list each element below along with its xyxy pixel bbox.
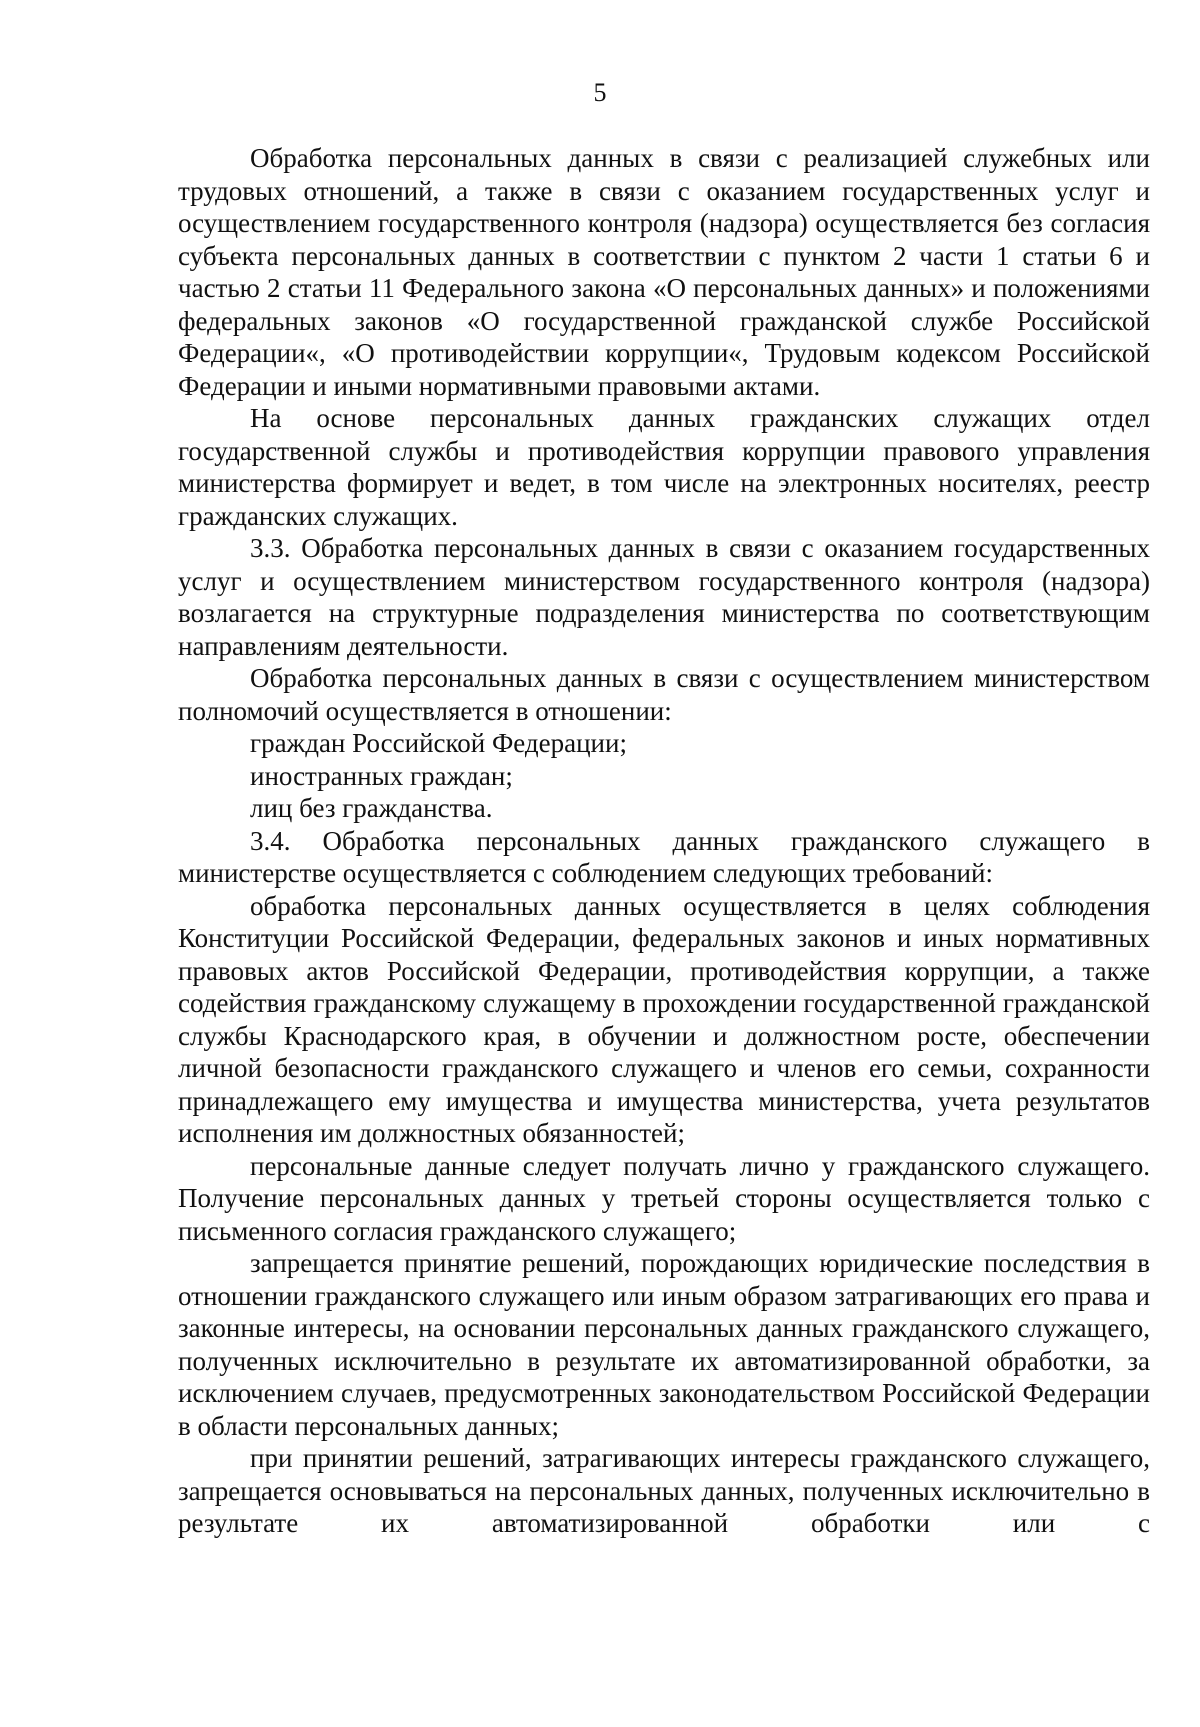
paragraph-3-4: 3.4. Обработка персональных данных гражданского служащего в министерстве осуществляется с соблюдением следующих требований: [178, 825, 1150, 888]
list-item-citizens-rf: граждан Российской Федерации; [250, 728, 627, 758]
paragraph-personal-data-processing-basis: Обработка персональных данных в связи с реализацией служебных или трудовых отношений, а также в связи с оказанием государственных услуг и осуществлением государственного контроля (надзора) осуществляется без согласия субъекта персональных данных в соответствии с пунктом 2 части 1 статьи 6 и частью 2 статьи 11 Федерального закона «О персональных данных» и положениями федеральных законов «О государственной гражданской службе Российской Федерации«, «О противодействии коррупции«, Трудовым кодексом Российской Федерации и иными нормативными правовыми актами. [178, 143, 1150, 401]
requirement-obtain-personally: персональные данные следует получать лично у гражданского служащего. Получение персональных данных у третьей стороны осуществляется только с письменного согласия гражданского служащего; [178, 1150, 1150, 1246]
document-body [178, 142, 1150, 1540]
paragraph-powers-processing: Обработка персональных данных в связи с осуществлением министерством полномочий осуществляется в отношении: [178, 663, 1150, 726]
requirement-decisions-interests: при принятии решений, затрагивающих интересы гражданского служащего, запрещается основываться на персональных данных, полученных исключительно в результате их автоматизированной обработки или с [178, 1443, 1150, 1538]
requirement-purposes: обработка персональных данных осуществляется в целях соблюдения Конституции Российской Федерации, федеральных законов и иных нормативных правовых актов Российской Федерации, противодействия коррупции, а также содействия гражданскому служащему в прохождении государственной гражданской службы Краснодарского края, в обучении и должностном росте, обеспечении личной безопасности гражданского служащего и членов его семьи, сохранности принадлежащего ему имущества и имущества министерства, учета результатов исполнения им должностных обязанностей; [178, 890, 1150, 1148]
paragraph-civil-servants-registry: На основе персональных данных гражданских служащих отдел государственной службы и противодействия коррупции правового управления министерства формирует и ведет, в том числе на электронных носителях, реестр гражданских служащих. [178, 403, 1150, 531]
paragraph-3-3: 3.3. Обработка персональных данных в связи с оказанием государственных услуг и осуществлением министерством государственного контроля (надзора) возлагается на структурные подразделения министерства по соответствующим направлениям деятельности. [178, 533, 1150, 661]
requirement-automated-decisions-prohibited: запрещается принятие решений, порождающих юридические последствия в отношении гражданского служащего или иным образом затрагивающих его права и законные интересы, на основании персональных данных гражданского служащего, полученных исключительно в результате их автоматизированной обработки, за исключением случаев, предусмотренных законодательством Российской Федерации в области персональных данных; [178, 1248, 1150, 1441]
list-item-foreign-citizens: иностранных граждан; [250, 760, 513, 791]
page-number: 5 [593, 78, 607, 107]
list-item-stateless-persons: лиц без гражданства. [250, 793, 493, 823]
